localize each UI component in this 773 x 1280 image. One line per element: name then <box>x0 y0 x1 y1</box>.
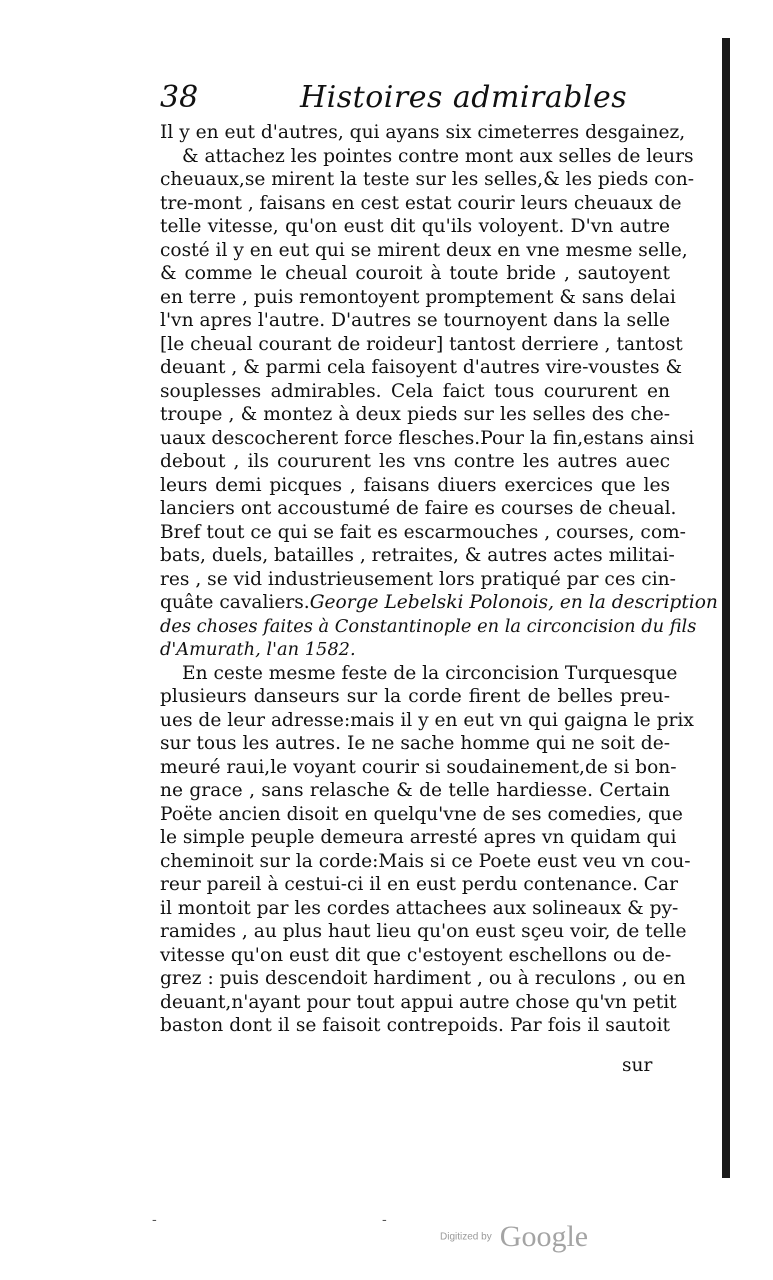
text-line: res , se vid industrieusement lors pratiqué par ces cin- <box>160 568 676 590</box>
text-line: vitesse qu'on eust dit que c'estoyent eschellons ou de- <box>160 944 672 966</box>
text-line: troupe , & montez à deux pieds sur les selles des che- <box>160 404 670 425</box>
text-line: deuant,n'ayant pour tout appui autre chose qu'vn petit <box>160 991 677 1013</box>
text-line: ramides , au plus haut lieu qu'on eust sçeu voir, de telle <box>160 921 687 942</box>
text-line: uaux descocherent force flesches.Pour la fin,estans ainsi <box>160 427 695 449</box>
citation: George Lebelski Polonois, en la description <box>309 592 718 613</box>
running-title: Histoires admirables <box>300 80 628 115</box>
text-line: [le cheual courant de roideur] tantost derriere , tantost <box>160 333 683 355</box>
text-line: ne grace , sans relasche & de telle hardiesse. Certain <box>160 780 670 801</box>
citation-line: d'Amurath, l'an 1582. <box>160 639 356 660</box>
paragraph-start-line: En ceste mesme feste de la circoncision Turquesque <box>182 662 678 684</box>
text-line: bats, duels, batailles , retraites, & autres actes militai- <box>160 545 675 566</box>
text-line: baston dont il se faisoit contrepoids. Par fois il sautoit <box>160 1015 670 1036</box>
catchword: sur <box>622 1055 653 1076</box>
text-line: en terre , puis remontoyent promptement & sans delai <box>160 286 676 308</box>
text-line: il montoit par les cordes attachees aux solineaux & py- <box>160 897 679 919</box>
text-line: Il y en eut d'autres, qui ayans six cimeterres desgainez, <box>160 122 686 143</box>
text-line: debout , ils coururent les vns contre les autres auec <box>160 451 670 472</box>
google-logo: Google <box>499 1220 589 1253</box>
text-line: grez : puis descendoit hardiment , ou à reculons , ou en <box>160 968 686 989</box>
text-line: telle vitesse, qu'on eust dit qu'ils voloyent. D'vn autre <box>160 216 670 237</box>
text-line: deuant , & parmi cela faisoyent d'autres vire-voustes & <box>160 357 683 378</box>
text-line: & comme le cheual couroit à toute bride , sautoyent <box>160 263 670 284</box>
text-line: tre-mont , faisans en cest estat courir leurs cheuaux de <box>160 192 682 214</box>
page-number: 38 <box>160 80 199 115</box>
text-line: plusieurs danseurs sur la corde firent de belles preu- <box>160 686 670 707</box>
text-line: & attachez les pointes contre mont aux selles de leurs <box>182 145 694 167</box>
text-line: ues de leur adresse:mais il y en eut vn qui gaigna le prix <box>160 709 694 731</box>
text-line: souplesses admirables. Cela faict tous coururent en <box>160 380 670 402</box>
text-line: quâte cavaliers. <box>160 592 310 613</box>
body-text <box>160 121 718 1038</box>
text-line-with-citation <box>160 591 718 615</box>
page-edge-shadow <box>722 38 730 1178</box>
text-line: reur pareil à cestui-ci il en eust perdu contenance. Car <box>160 874 678 895</box>
margin-mark: - <box>152 1212 157 1228</box>
digitized-by-text: Digitized by <box>440 1231 492 1243</box>
text-line: meuré raui,le voyant courir si soudainement,de si bon- <box>160 756 677 778</box>
text-line: Poëte ancien disoit en quelqu'vne de ses comedies, que <box>160 803 683 825</box>
text-line: l'vn apres l'autre. D'autres se tournoyent dans la selle <box>160 310 670 331</box>
text-line: costé il y en eut qui se mirent deux en vne mesme selle, <box>160 239 688 261</box>
text-line: lanciers ont accoustumé de faire es courses de cheual. <box>160 498 677 519</box>
text-line: cheuaux,se mirent la teste sur les selles,& les pieds con- <box>160 169 695 190</box>
text-line: Bref tout ce qui se fait es escarmouches , courses, com- <box>160 521 686 543</box>
text-line: leurs demi picques , faisans diuers exercices que les <box>160 474 670 496</box>
page-header <box>160 80 670 120</box>
citation-line: des choses faites à Constantinople en la circoncision du fils <box>160 615 697 637</box>
text-line: sur tous les autres. Ie ne sache homme qui ne soit de- <box>160 733 670 754</box>
margin-mark: - <box>382 1212 387 1228</box>
text-line: le simple peuple demeura arresté apres vn quidam qui <box>160 827 677 848</box>
text-line: cheminoit sur la corde:Mais si ce Poete eust veu vn cou- <box>160 850 691 872</box>
digitized-watermark <box>440 1220 588 1254</box>
